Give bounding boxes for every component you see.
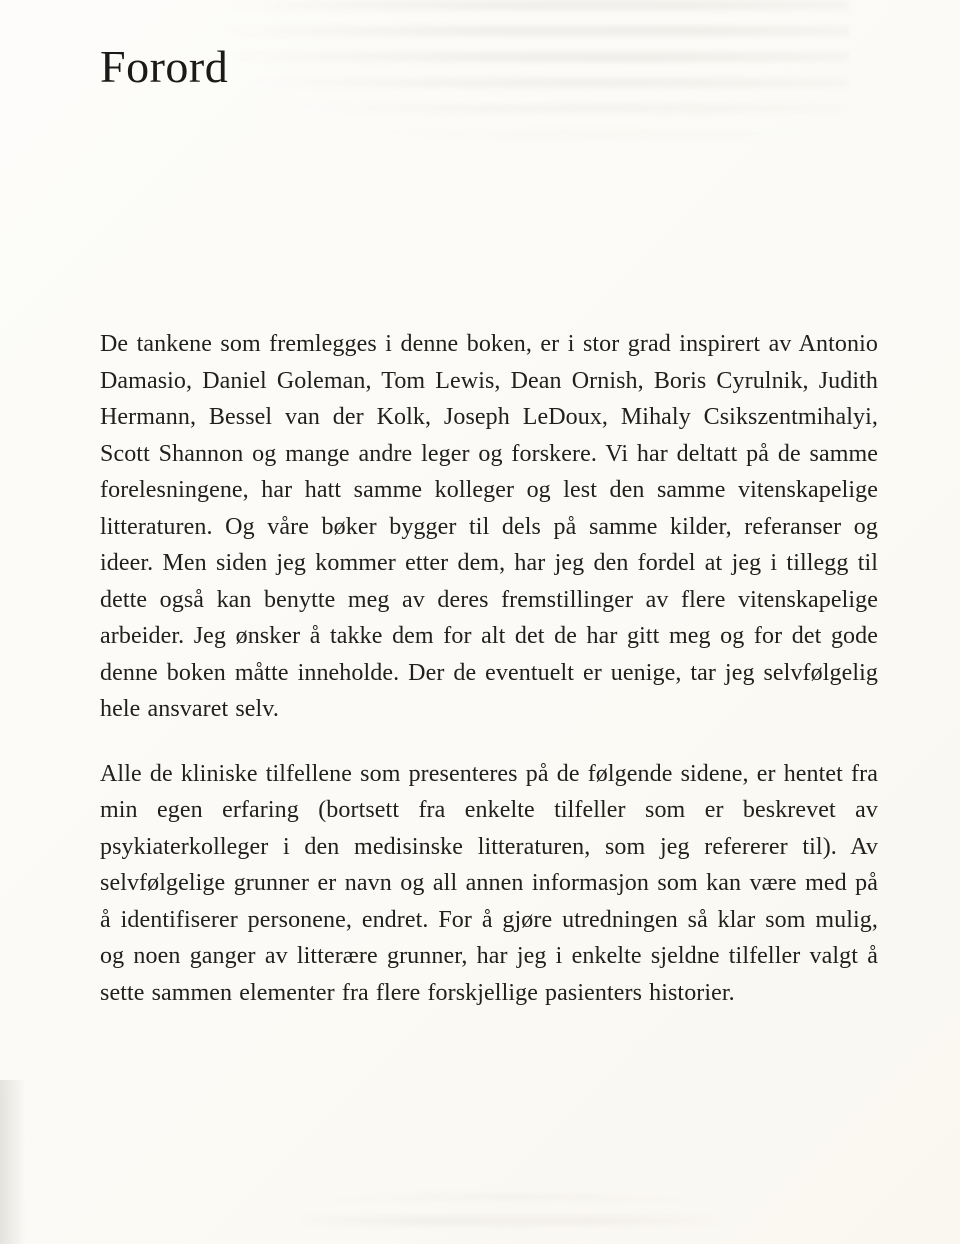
page-title: Forord: [100, 41, 229, 92]
preface-paragraph-2: Alle de kliniske tilfellene som presenteres på de følgende sidene, er hentet fra min egen erfaring (bortsett fra enkelte tilfeller som er beskrevet av psykiaterkolleger i den medisinske litteraturen, som jeg refererer til). Av selvfølgelige grunner er navn og all annen informasjon som kan være med på å identifiserer personene, endret. For å gjøre utredningen så klar som mulig, og noen ganger av litterære grunner, har jeg i enkelte sjeldne tilfeller valgt å sette sammen elementer fra flere forskjellige pasienters historier.: [100, 760, 878, 1006]
scan-bleedthrough-bottom: [300, 1190, 720, 1244]
scan-edge-shadow: [0, 1080, 26, 1244]
scan-bleedthrough-top: [230, 0, 850, 150]
preface-paragraph-1: De tankene som fremlegges i denne boken, er i stor grad inspirert av Antonio Damasio, Daniel Goleman, Tom Lewis, Dean Ornish, Boris Cyrulnik, Judith Hermann, Bessel van der Kolk, Joseph LeDoux, Mihaly Csikszentmihalyi, Scott Shannon og mange andre leger og forskere. Vi har deltatt på de samme forelesningene, har hatt samme kolleger og lest den samme vitenskapelige litteraturen. Og våre bøker bygger til dels på samme kilder, referanser og ideer. Men siden jeg kommer etter dem, har jeg den fordel at jeg i tillegg til dette også kan benytte meg av deres fremstillinger av flere vitenskapelige arbeider. Jeg ønsker å takke dem for alt det de har gitt meg og for det gode denne boken måtte inneholde. Der de eventuelt er uenige, tar jeg selvfølgelig hele ansvaret selv.: [100, 331, 878, 722]
preface-body: [100, 326, 878, 1011]
